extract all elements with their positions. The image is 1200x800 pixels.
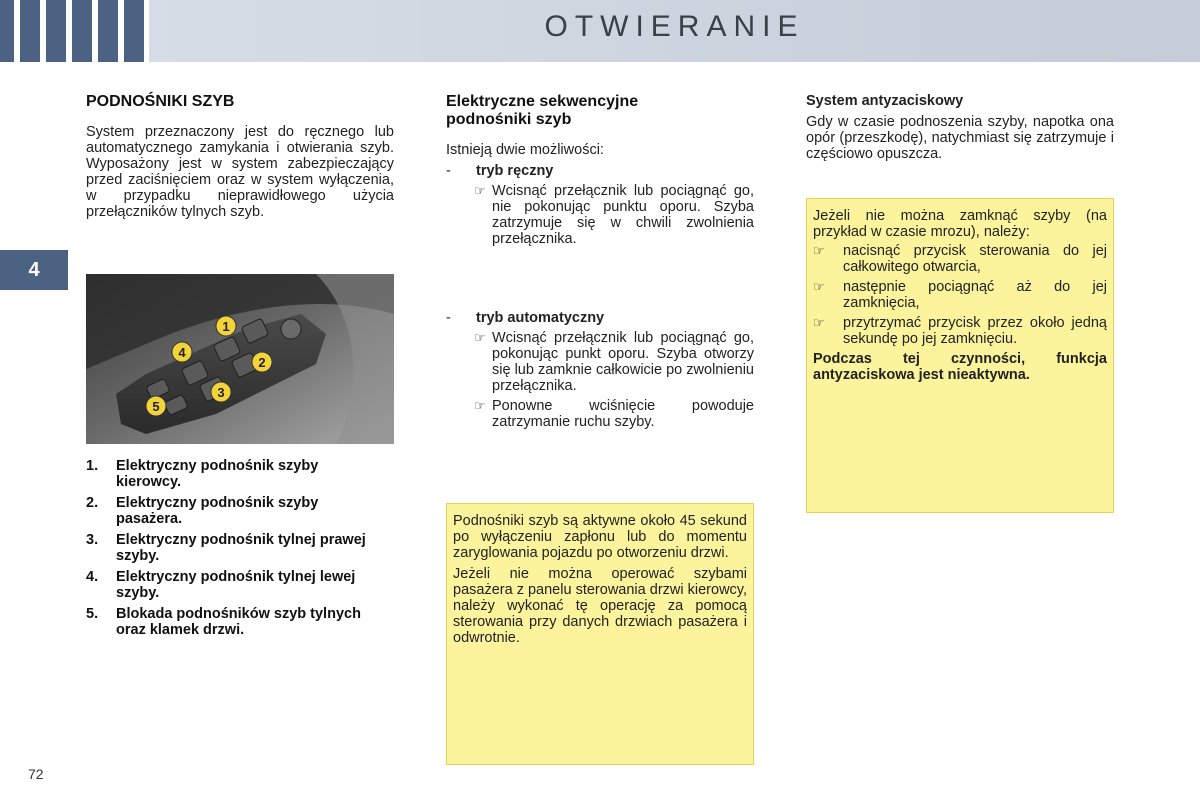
list-item: 2. Elektryczny podnośnik szyby pasażera. xyxy=(86,495,319,527)
switch-list xyxy=(86,458,376,643)
note-warning: Podczas tej czynności, funkcja antyzaciskowa jest nieaktywna. xyxy=(813,351,1107,383)
callout-5 xyxy=(146,396,166,416)
list-item: 3. Elektryczny podnośnik tylnej prawej szyby. xyxy=(86,532,366,564)
page-header xyxy=(0,0,1200,62)
svg-text:1: 1 xyxy=(222,319,230,334)
automatic-mode-label: tryb automatyczny xyxy=(476,310,605,326)
window-switch-panel-photo xyxy=(86,274,394,444)
automatic-mode-block xyxy=(446,310,754,434)
callout-3 xyxy=(211,382,231,402)
anti-pinch-paragraph: Gdy w czasie podnoszenia szyby, napotka ona opór (przeszkodę), natychmiast się zatrzymuje i częściowo opuszcza. xyxy=(806,114,1114,162)
svg-text:3: 3 xyxy=(217,385,225,400)
dash: - xyxy=(446,163,451,179)
dash: - xyxy=(446,310,451,326)
pointing-hand-icon: ☞ xyxy=(474,183,486,198)
section-heading: Elektryczne sekwencyjne podnośniki szyb xyxy=(446,93,639,128)
anti-pinch-note xyxy=(806,198,1114,513)
pointing-hand-icon: ☞ xyxy=(813,243,825,258)
callout-4 xyxy=(172,342,192,362)
info-note xyxy=(446,503,754,765)
header-stripe xyxy=(46,0,66,62)
svg-text:5: 5 xyxy=(152,399,160,414)
manual-mode-label: tryb ręczny xyxy=(476,163,554,179)
header-stripe xyxy=(124,0,144,62)
note-step: nacisnąć przycisk sterowania do jej całkowitego otwarcia, xyxy=(843,243,1107,275)
options-intro: Istnieją dwie możliwości: xyxy=(446,142,604,158)
manual-mode-block xyxy=(446,163,754,251)
note-step: przytrzymać przycisk przez około jedną sekundę po jej zamknięciu. xyxy=(843,315,1107,347)
pointing-hand-icon: ☞ xyxy=(474,330,486,345)
automatic-mode-text: Ponowne wciśnięcie powoduje zatrzymanie ruchu szyby. xyxy=(492,398,754,430)
chapter-tab[interactable]: 4 xyxy=(0,250,68,290)
list-item: 4. Elektryczny podnośnik tylnej lewej szyby. xyxy=(86,569,356,601)
automatic-mode-text: Wcisnąć przełącznik lub pociągnąć go, pokonując punkt oporu. Szyba otworzy się lub zamknie całkowicie po zwolnieniu przełącznika. xyxy=(492,330,754,394)
list-item: 5. Blokada podnośników szyb tylnych oraz klamek drzwi. xyxy=(86,606,361,638)
section-heading: PODNOŚNIKI SZYB xyxy=(86,93,235,110)
page-title: OTWIERANIE xyxy=(544,10,805,43)
manual-mode-text: Wcisnąć przełącznik lub pociągnąć go, nie pokonując punktu oporu. Szyba zatrzymuje się w chwili zwolnienia przełącznika. xyxy=(492,183,754,247)
intro-paragraph: System przeznaczony jest do ręcznego lub automatycznego zamykania i otwierania szyb. Wyposażony jest w system zabezpieczający przed zaciśnięciem oraz w system wyłączenia, w przypadku nieprawidłowego użycia przełączników tylnych szyb. xyxy=(86,124,394,220)
callout-1 xyxy=(216,316,236,336)
page-number: 72 xyxy=(28,766,44,782)
note-step: następnie pociągnąć aż do jej zamknięcia, xyxy=(843,279,1107,311)
pointing-hand-icon: ☞ xyxy=(474,398,486,413)
note-intro: Jeżeli nie można zamknąć szyby (na przykład w czasie mrozu), należy: xyxy=(813,208,1107,240)
pointing-hand-icon: ☞ xyxy=(813,279,825,294)
list-item: 1. Elektryczny podnośnik szyby kierowcy. xyxy=(86,458,319,490)
svg-text:4: 4 xyxy=(178,345,186,360)
note-paragraph: Podnośniki szyb są aktywne około 45 sekund po wyłączeniu zapłonu lub do momentu zaryglowania pojazdu po otworzeniu drzwi. xyxy=(453,513,747,561)
header-stripe xyxy=(98,0,118,62)
svg-text:2: 2 xyxy=(258,355,266,370)
header-stripe xyxy=(0,0,14,62)
section-heading: System antyzaciskowy xyxy=(806,93,964,109)
callout-2 xyxy=(252,352,272,372)
header-stripe xyxy=(20,0,40,62)
note-paragraph: Jeżeli nie można operować szybami pasażera z panelu sterowania drzwi kierowcy, należy wykonać tę operację za pomocą sterowania przy danych drzwiach pasażera i odwrotnie. xyxy=(453,566,747,646)
pointing-hand-icon: ☞ xyxy=(813,315,825,330)
header-stripe xyxy=(72,0,92,62)
